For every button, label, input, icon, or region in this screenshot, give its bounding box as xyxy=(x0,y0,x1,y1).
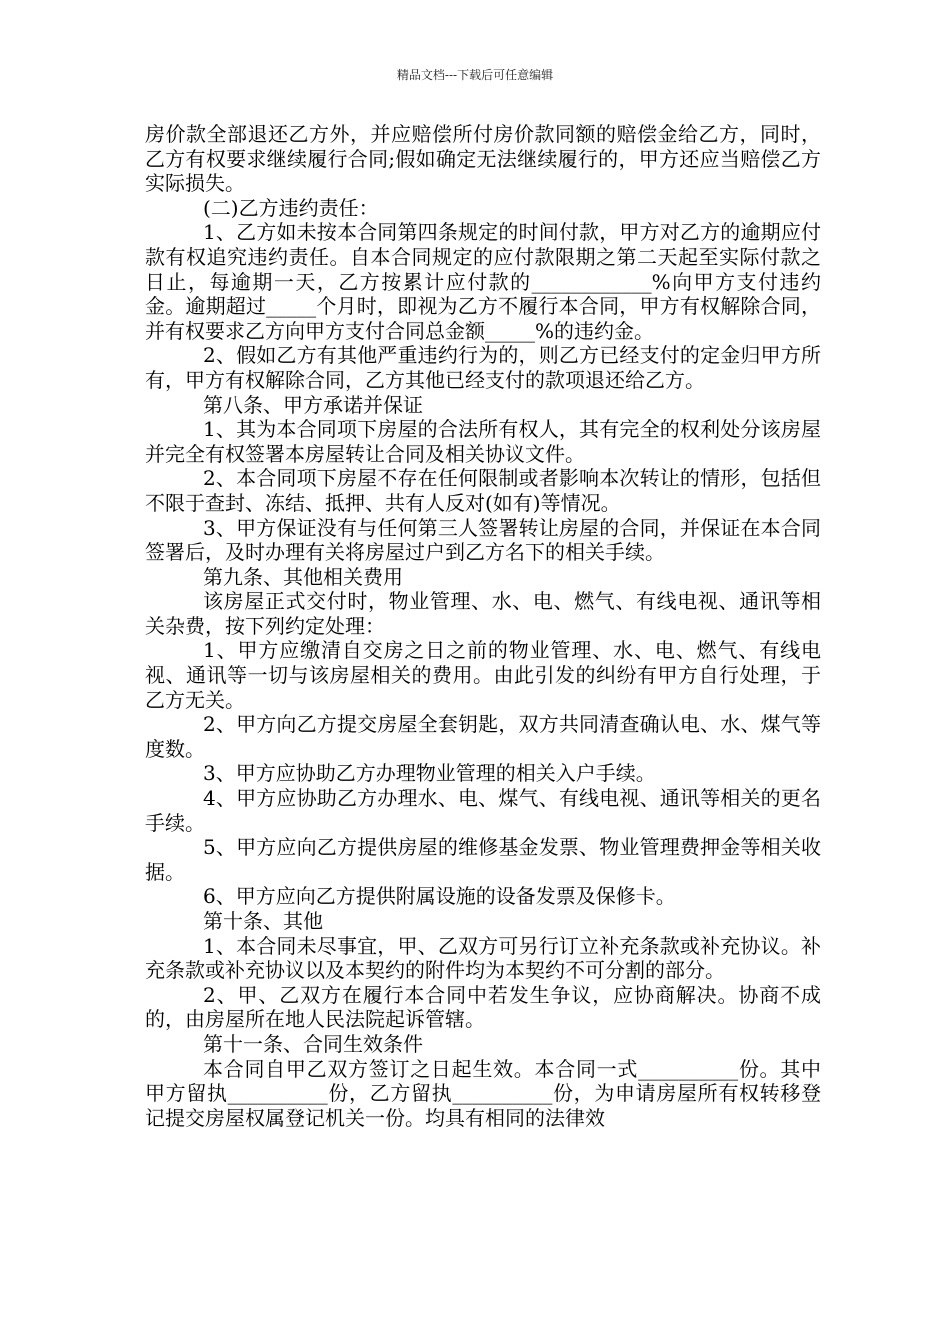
paragraph: 5、甲方应向乙方提供房屋的维修基金发票、物业管理费押金等相关收据。 xyxy=(145,835,821,884)
page-header: 精品文档---下载后可任意编辑 xyxy=(396,68,554,82)
article-heading: 第八条、甲方承诺并保证 xyxy=(203,392,423,417)
paragraph: 6、甲方应向乙方提供附属设施的设备发票及保修卡。 xyxy=(203,884,676,909)
paragraph: 2、甲、乙双方在履行本合同中若发生争议，应协商解决。协商不成的，由房屋所在地人民法院起诉管辖。 xyxy=(145,982,821,1032)
document-body xyxy=(145,122,821,1130)
paragraph: 3、甲方保证没有与任何第三人签署转让房屋的合同，并保证在本合同签署后，及时办理有关将房屋过户到乙方名下的相关手续。 xyxy=(145,515,821,565)
paragraph: 2、本合同项下房屋不存在任何限制或者影响本次转让的情形，包括但不限于查封、冻结、抵押、共有人反对(如有)等情况。 xyxy=(145,466,821,515)
article-heading: 第十条、其他 xyxy=(203,909,323,933)
paragraph: 3、甲方应协助乙方办理物业管理的相关入户手续。 xyxy=(203,761,656,786)
paragraph: 1、乙方如未按本合同第四条规定的时间付款，甲方对乙方的逾期应付款有权追究违约责任。自本合同规定的应付款限期之第二天起至实际付款之日止，每逾期一天，乙方按累计应付款的____________%向甲方支付违约金。逾期超过_____个月时，即视为乙方不履行本合同，甲方有权解除合同，并有权要求乙方向甲方支付合同总金额_____%的违约金。 xyxy=(145,220,821,343)
article-heading: 第九条、其他相关费用 xyxy=(203,564,403,589)
paragraph: 房价款全部退还乙方外，并应赔偿所付房价款同额的赔偿金给乙方，同时，乙方有权要求继续履行合同;假如确定无法继续履行的，甲方还应当赔偿乙方实际损失。 xyxy=(145,122,821,196)
paragraph: 2、甲方向乙方提交房屋全套钥匙，双方共同清查确认电、水、煤气等度数。 xyxy=(145,712,821,761)
paragraph: 本合同自甲乙双方签订之日起生效。本合同一式__________份。其中甲方留执__________份，乙方留执__________份，为申请房屋所有权转移登记提交房屋权属登记机关一份。均具有相同的法律效 xyxy=(145,1056,821,1130)
paragraph: 1、本合同未尽事宜，甲、乙双方可另行订立补充条款或补充协议。补充条款或补充协议以及本契约的附件均为本契约不可分割的部分。 xyxy=(145,933,821,983)
paragraph: 该房屋正式交付时，物业管理、水、电、燃气、有线电视、通讯等相关杂费，按下列约定处理： xyxy=(145,589,821,638)
article-heading: 第十一条、合同生效条件 xyxy=(203,1031,423,1056)
section-heading: (二)乙方违约责任： xyxy=(203,195,379,220)
paragraph: 1、甲方应缴清自交房之日之前的物业管理、水、电、燃气、有线电视、通讯等一切与该房屋相关的费用。由此引发的纠纷有甲方自行处理，于乙方无关。 xyxy=(145,638,821,712)
paragraph: 4、甲方应协助乙方办理水、电、煤气、有线电视、通讯等相关的更名手续。 xyxy=(145,786,821,835)
paragraph: 2、假如乙方有其他严重违约行为的，则乙方已经支付的定金归甲方所有，甲方有权解除合同，乙方其他已经支付的款项退还给乙方。 xyxy=(145,343,821,392)
paragraph: 1、其为本合同项下房屋的合法所有权人，其有完全的权利处分该房屋并完全有权签署本房屋转让合同及相关协议文件。 xyxy=(145,417,821,466)
